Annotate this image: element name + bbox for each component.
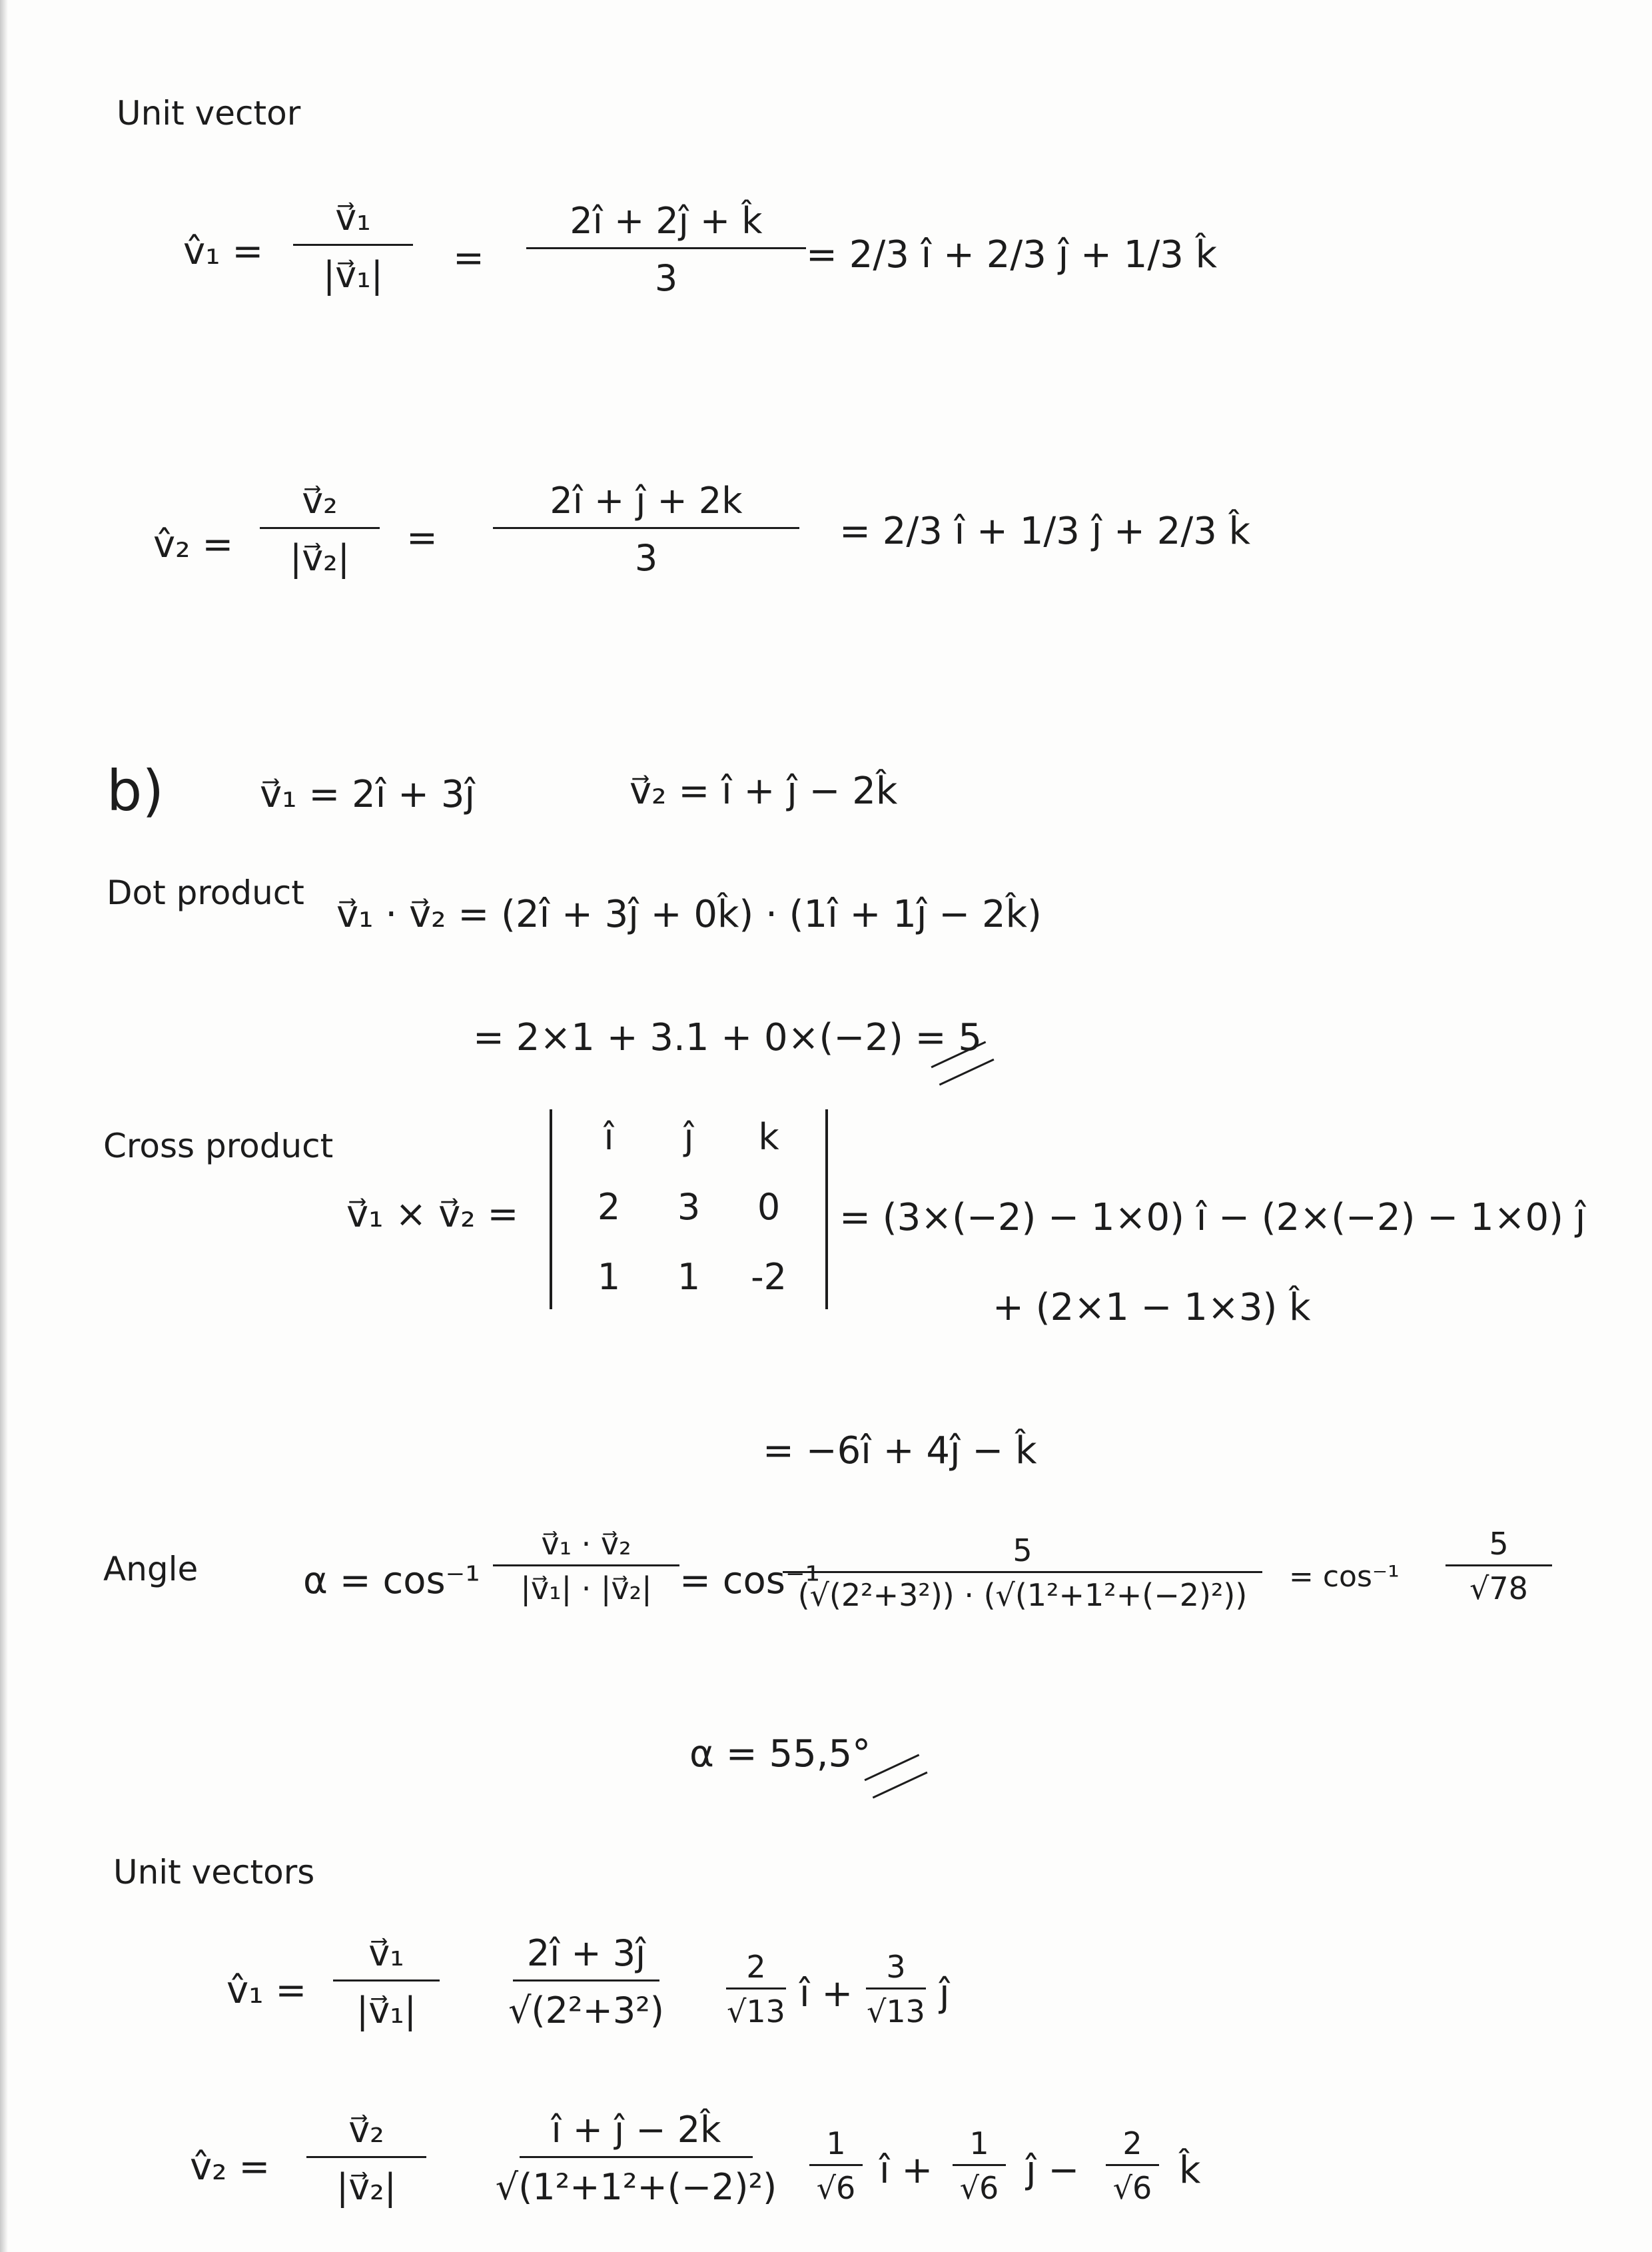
- u1-lhs: v̂₁ =: [226, 1969, 307, 2012]
- u1-coef-2-numerator: 3: [886, 1949, 906, 1985]
- angle-label: Angle: [103, 1550, 199, 1588]
- v2-unit-denominator: 3: [634, 537, 658, 579]
- v2-unit-fraction: [493, 480, 799, 579]
- u2-j-term: ĵ −: [1026, 2149, 1080, 2192]
- u2-coef-3-denominator: √6: [1112, 2170, 1152, 2206]
- cross-expansion-line1: = (3×(−2) − 1×0) î − (2×(−2) − 1×0) ĵ: [839, 1196, 1586, 1239]
- u1-coef-2: [866, 1949, 926, 2029]
- u2-norm-numerator: v⃗₂: [348, 2109, 384, 2151]
- angle-result: α = 55,5°: [689, 1732, 871, 1776]
- det-r1-c1: î: [604, 1116, 614, 1158]
- u1-coef-1-denominator: √13: [727, 1993, 785, 2029]
- angle-fraction-1: [493, 1526, 679, 1606]
- v2-unit-result: = 2/3 î + 1/3 ĵ + 2/3 k̂: [839, 510, 1251, 553]
- angle-equals-3: = cos⁻¹: [1289, 1560, 1400, 1594]
- u2-coef-3-numerator: 2: [1122, 2125, 1142, 2161]
- det-r2-c2: 3: [677, 1186, 701, 1228]
- angle-fraction-3-numerator: 5: [1489, 1526, 1509, 1562]
- angle-fraction-3: [1446, 1526, 1552, 1606]
- det-r1-c3: k: [758, 1116, 779, 1158]
- u1-j-term: ĵ: [939, 1972, 950, 2015]
- u1-unit-numerator: 2î + 3ĵ: [526, 1932, 646, 1974]
- page-edge-shadow: [0, 0, 8, 2252]
- v1-unit-denominator: 3: [654, 257, 678, 299]
- cross-product-result: = −6î + 4ĵ − k̂: [763, 1429, 1037, 1472]
- det-r2-c1: 2: [597, 1186, 621, 1228]
- angle-fraction-2-numerator: 5: [1013, 1532, 1032, 1568]
- cross-product-lhs: v⃗₁ × v⃗₂ =: [346, 1193, 519, 1236]
- det-r1-c2: ĵ: [683, 1116, 694, 1158]
- angle-fraction-1-numerator: v⃗₁ · v⃗₂: [541, 1526, 631, 1562]
- v2-hat-lhs: v̂₂ =: [153, 523, 234, 566]
- u2-coef-2: [953, 2125, 1006, 2206]
- cross-determinant: [550, 1109, 828, 1309]
- u2-coef-3: [1106, 2125, 1159, 2206]
- angle-fraction-3-denominator: √78: [1469, 1570, 1528, 1606]
- u2-coef-1-numerator: 1: [826, 2125, 846, 2161]
- angle-fraction-2-denominator: (√(2²+3²)) · (√(1²+1²+(−2)²)): [797, 1577, 1248, 1613]
- unit-vector-heading: Unit vector: [117, 94, 301, 133]
- cross-product-label: Cross product: [103, 1127, 334, 1165]
- u1-unit-denominator: √(2²+3²): [508, 1989, 664, 2031]
- v2-norm-numerator: v⃗₂: [302, 480, 338, 522]
- u1-norm-denominator: |v⃗₁|: [356, 1989, 416, 2031]
- v1-hat-lhs: v̂₁ =: [183, 230, 264, 273]
- u2-coef-1: [809, 2125, 863, 2206]
- u2-unit-fraction: [495, 2109, 777, 2208]
- v1-norm-fraction: [293, 197, 413, 296]
- det-r2-c3: 0: [757, 1186, 781, 1228]
- v1-unit-fraction: [526, 200, 806, 299]
- u2-norm-denominator: |v⃗₂|: [336, 2166, 396, 2208]
- v1-norm-denominator: |v⃗₁|: [323, 254, 383, 296]
- angle-fraction-2: [783, 1532, 1262, 1613]
- dot-product-line2: = 2×1 + 3.1 + 0×(−2) = 5: [473, 1016, 982, 1059]
- v2-norm-fraction: [260, 480, 380, 579]
- u1-i-term: î +: [799, 1972, 853, 2015]
- det-r3-c1: 1: [597, 1256, 621, 1298]
- u1-unit-fraction: [508, 1932, 664, 2031]
- u1-coef-1: [726, 1949, 786, 2029]
- v2-equals: =: [406, 516, 438, 560]
- u1-norm-numerator: v⃗₁: [368, 1932, 404, 1974]
- det-r3-c2: 1: [677, 1256, 701, 1298]
- u1-norm-fraction: [333, 1932, 440, 2031]
- angle-lhs: α = cos⁻¹: [303, 1559, 480, 1602]
- u1-coef-1-numerator: 2: [746, 1949, 766, 1985]
- angle-fraction-1-denominator: |v⃗₁| · |v⃗₂|: [520, 1570, 652, 1606]
- v1-norm-numerator: v⃗₁: [335, 197, 371, 239]
- dot-product-label: Dot product: [107, 873, 304, 912]
- v1-equals: =: [453, 237, 484, 280]
- u2-lhs: v̂₂ =: [190, 2145, 270, 2189]
- v2-norm-denominator: |v⃗₂|: [290, 537, 350, 579]
- part-b-label: b): [107, 758, 165, 824]
- v1-definition: v⃗₁ = 2î + 3ĵ: [260, 773, 476, 816]
- det-r3-c3: -2: [751, 1256, 787, 1298]
- u2-i-term: î +: [879, 2149, 933, 2192]
- u2-unit-denominator: √(1²+1²+(−2)²): [495, 2166, 777, 2208]
- angle-equals-2: = cos⁻¹: [679, 1559, 820, 1602]
- u2-coef-2-numerator: 1: [969, 2125, 989, 2161]
- v1-unit-numerator: 2î + 2ĵ + k̂: [570, 200, 763, 242]
- cross-expansion-line2: + (2×1 − 1×3) k̂: [993, 1286, 1311, 1329]
- u2-coef-2-denominator: √6: [959, 2170, 999, 2206]
- v2-definition: v⃗₂ = î + ĵ − 2k̂: [629, 770, 898, 813]
- v1-unit-result: = 2/3 î + 2/3 ĵ + 1/3 k̂: [806, 233, 1218, 277]
- u2-norm-fraction: [306, 2109, 426, 2208]
- angle-result-double-underline: [864, 1754, 927, 1798]
- dot-product-line1: v⃗₁ · v⃗₂ = (2î + 3ĵ + 0k̂) · (1î + 1ĵ − 2k̂): [336, 893, 1042, 936]
- u2-unit-numerator: î + ĵ − 2k̂: [551, 2109, 721, 2151]
- u1-coef-2-denominator: √13: [867, 1993, 925, 2029]
- u2-coef-1-denominator: √6: [816, 2170, 856, 2206]
- v2-unit-numerator: 2î + ĵ + 2k: [550, 480, 743, 522]
- unit-vectors-label: Unit vectors: [113, 1853, 315, 1892]
- u2-k-term: k̂: [1179, 2149, 1201, 2192]
